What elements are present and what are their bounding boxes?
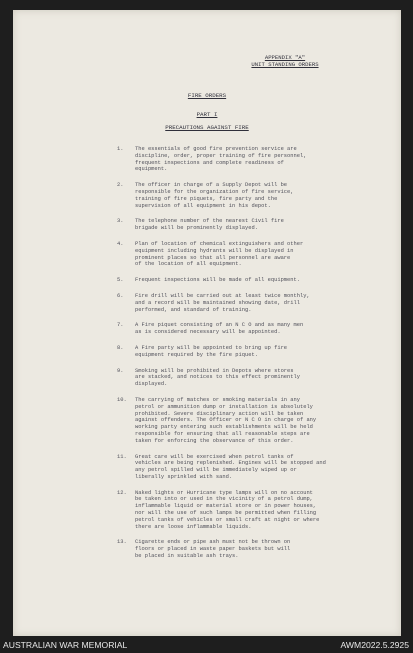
footer-accession-number: AWM2022.5.2925 — [340, 640, 409, 650]
list-item — [117, 397, 379, 445]
list-item — [117, 182, 379, 209]
appendix-label: APPENDIX "A" — [264, 54, 306, 61]
list-item — [117, 218, 379, 232]
list-item — [117, 293, 379, 313]
list-item — [117, 322, 379, 336]
item-number: 10. — [117, 396, 127, 403]
list-item — [117, 277, 379, 284]
item-text: Smoking will be prohibited in Depots where stores are stacked, and notices to this effect prominently displayed. — [135, 367, 300, 388]
item-number: 3. — [117, 218, 124, 225]
item-number: 4. — [117, 240, 124, 247]
orders-list — [117, 142, 379, 560]
footer-bar — [0, 636, 413, 653]
item-text: The essentials of good fire prevention service are discipline, order, proper training of fire personnel, frequent inspections and complete readiness of equipment. — [135, 146, 307, 173]
list-item — [117, 146, 379, 173]
list-item — [117, 490, 379, 531]
footer-source: AUSTRALIAN WAR MEMORIAL — [3, 640, 128, 650]
list-item — [117, 368, 379, 388]
section-subtitle: PRECAUTIONS AGAINST FIRE — [165, 124, 249, 131]
item-text: A Fire party will be appointed to bring up fire equipment required by the fire piquet. — [135, 344, 288, 358]
item-number: 1. — [117, 146, 124, 152]
item-text: The officer in charge of a Supply Depot will be responsible for the organization of fire service, training of fire piquets, fire party and the supervision of all equipment in his depot. — [135, 182, 294, 209]
item-number: 8. — [117, 344, 124, 351]
appendix-reference: UNIT STANDING ORDERS — [251, 61, 319, 69]
list-item — [117, 345, 379, 359]
item-text: The telephone number of the nearest Civil fire brigade will be prominently displayed. — [135, 218, 284, 232]
item-text: Plan of location of chemical extinguishers and other equipment including hydrants will be displayed in prominent places so that all personnel are aware of the location of all equipment. — [135, 240, 304, 268]
item-text: A Fire piquet consisting of an N C O and as many men as is considered necessary will be appointed. — [135, 322, 304, 336]
item-text: The carrying of matches or smoking materials in any petrol or ammunition dump or installation is absolutely prohibited. Severe disciplinary action will be taken against offenders. The Officer or N C O in charge of any working party entering such establishments will be held responsible for ensuring that all reasonable steps are taken for enforcing the observance of this order. — [135, 396, 317, 444]
item-text: Frequent inspections will be made of all equipment. — [135, 277, 300, 284]
part-heading: PART I — [196, 111, 218, 118]
item-text: Cigarette ends or pipe ash must not be thrown on floors or placed in waste paper baskets but will be placed in suitable ash trays. — [135, 539, 291, 560]
item-number: 12. — [117, 489, 127, 496]
appendix-heading — [13, 54, 325, 68]
item-number: 7. — [117, 322, 124, 329]
list-item — [117, 454, 379, 481]
document-title: FIRE ORDERS — [187, 92, 227, 99]
item-number: 2. — [117, 182, 124, 189]
item-text: Fire drill will be carried out at least twice monthly, and a record will be maintained showing date, drill performed, and standard of training. — [135, 292, 310, 313]
item-number: 6. — [117, 292, 124, 299]
list-item — [117, 241, 379, 268]
item-number: 11. — [117, 453, 127, 460]
item-number: 5. — [117, 277, 124, 284]
item-number: 9. — [117, 367, 124, 374]
item-text: Great care will be exercised when petrol tanks of vehicles are being replenished. Engines will be stopped and any petrol spilled will be immediately wiped up or liberally sprinkled with sand. — [135, 453, 326, 480]
item-text: Naked lights or Hurricane type lamps will on no account be taken into or used in the vicinity of a petrol dump, inflammable liquid or material store or in power houses, nor will the use of such lamps be permitted when filling petrol tanks of vehicles or small craft at night or where there are loose inflammable liquids. — [135, 489, 320, 530]
document-page — [13, 10, 401, 636]
item-number: 13. — [117, 539, 127, 546]
list-item — [117, 539, 379, 559]
